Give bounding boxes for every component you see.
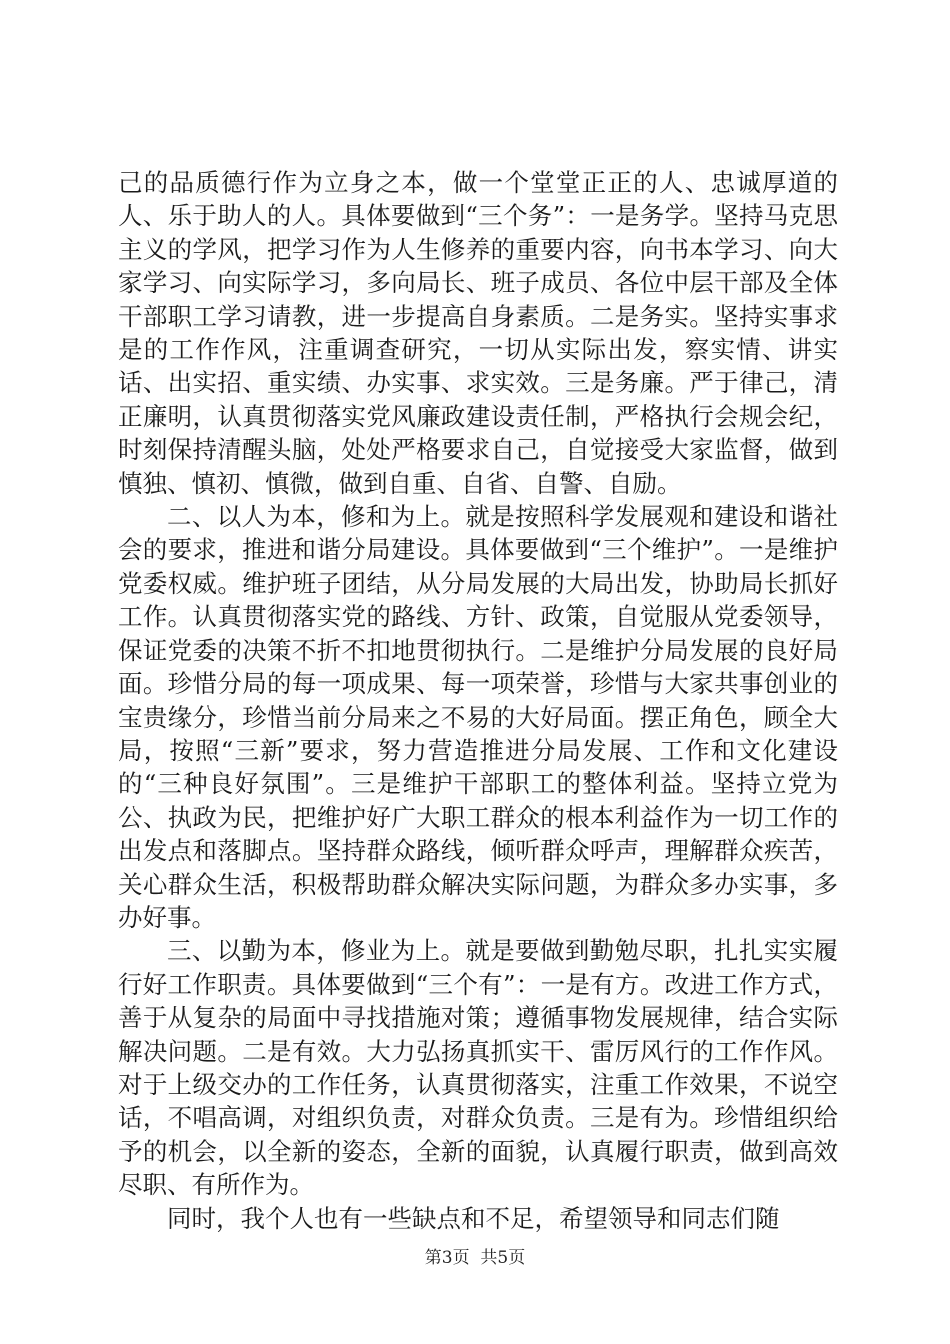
page-number-footer: 第3页 共5页 xyxy=(424,1248,526,1268)
paragraph-section-three: 三、以勤为本，修业为上。就是要做到勤勉尽职，扎扎实实履行好工作职责。具体要做到“三个有”：一是有方。改进工作方式，善于从复杂的局面中寻找措施对策；遵循事物发展规律，结合实际解决问题。二是有效。大力弘扬真抓实干、雷厉风行的工作作风。对于上级交办的工作任务，认真贯彻落实，注重工作效果，不说空话，不唱高调，对组织负责，对群众负责。三是有为。珍惜组织给予的机会，以全新的姿态，全新的面貌，认真履行职责，做到高效尽职、有所作为。 xyxy=(118,936,838,1200)
document-body xyxy=(118,166,838,1235)
paragraph-continuation: 己的品质德行作为立身之本，做一个堂堂正正的人、忠诚厚道的人、乐于助人的人。具体要做到“三个务”：一是务学。坚持马克思主义的学风，把学习作为人生修养的重要内容，向书本学习、向大家学习、向实际学习，多向局长、班子成员、各位中层干部及全体干部职工学习请教，进一步提高自身素质。二是务实。坚持实事求是的工作作风，注重调查研究，一切从实际出发，察实情、讲实话、出实招、重实绩、办实事、求实效。三是务廉。严于律己，清正廉明，认真贯彻落实党风廉政建设责任制，严格执行会规会纪，时刻保持清醒头脑，处处严格要求自己，自觉接受大家监督，做到慎独、慎初、慎微，做到自重、自省、自警、自励。 xyxy=(118,168,838,498)
paragraph-closing: 同时，我个人也有一些缺点和不足，希望领导和同志们随 xyxy=(167,1203,780,1233)
paragraph-section-two: 二、以人为本，修和为上。就是按照科学发展观和建设和谐社会的要求，推进和谐分局建设。具体要做到“三个维护”。一是维护党委权威。维护班子团结，从分局发展的大局出发，协助局长抓好工作。认真贯彻落实党的路线、方针、政策，自觉服从党委领导，保证党委的决策不折不扣地贯彻执行。二是维护分局发展的良好局面。珍惜分局的每一项成果、每一项荣誉，珍惜与大家共事创业的宝贵缘分，珍惜当前分局来之不易的大好局面。摆正角色，顾全大局，按照“三新”要求，努力营造推进分局发展、工作和文化建设的“三种良好氛围”。三是维护干部职工的整体利益。坚持立党为公、执政为民，把维护好广大职工群众的根本利益作为一切工作的出发点和落脚点。坚持群众路线，倾听群众呼声，理解群众疾苦，关心群众生活，积极帮助群众解决实际问题，为群众多办实事，多办好事。 xyxy=(118,502,838,932)
